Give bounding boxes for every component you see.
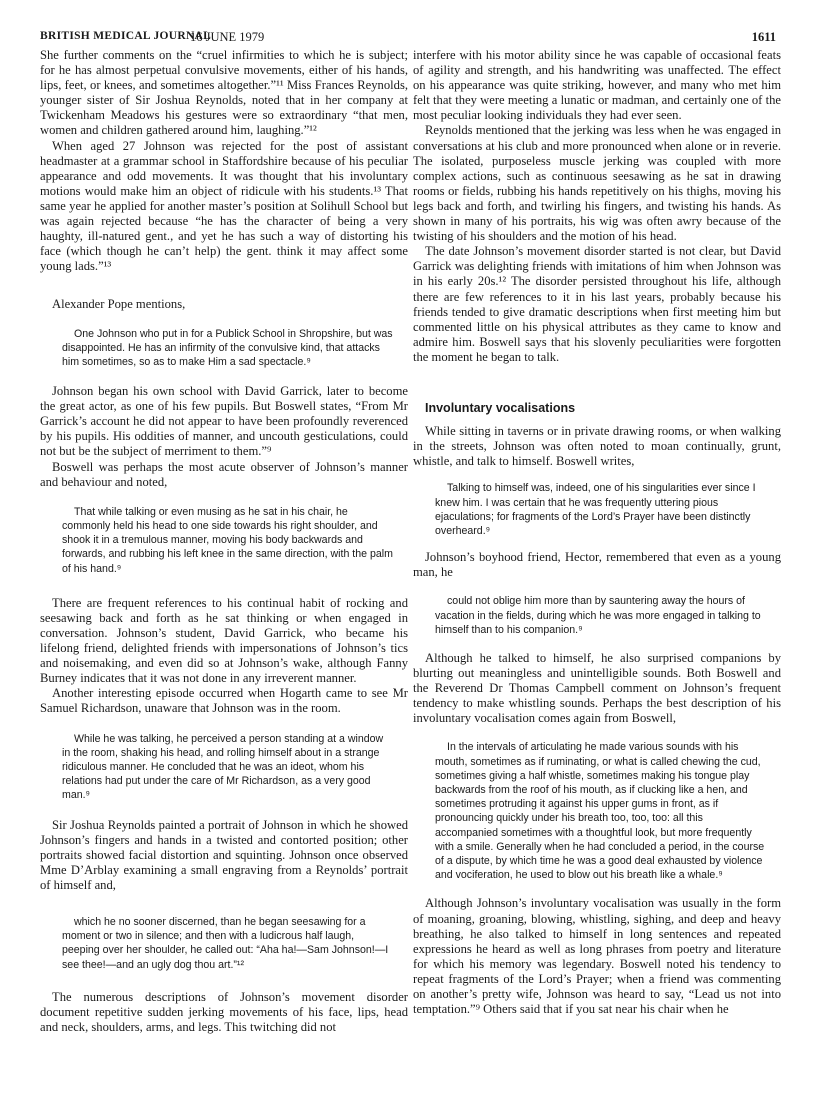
paragraph: Reynolds mentioned that the jerking was less when he was engaged in conversations at his club and more pronounced when alone or in reverie. The isolated, purposeless muscle jerking was coupled with more complex actions, such as continuous seesawing as he sat in drawing rooms or fields, rubbing his hands repetitively on his thighs, moving his legs back and forth, and twirling his fingers, and twisting his hands. As shown in many of his portraits, his wig was often awry because of the twisting of his shoulders and the motion of his head.	[413, 123, 781, 244]
paragraph: While sitting in taverns or in private drawing rooms, or when walking in the streets, Johnson was often noted to moan continually, grunt, whistle, and talk to himself. Boswell writes,	[413, 424, 781, 469]
paragraph: Another interesting episode occurred when Hogarth came to see Mr Samuel Richardson, unaware that Johnson was in the room.	[40, 686, 408, 716]
paragraph: Sir Joshua Reynolds painted a portrait of Johnson in which he showed Johnson’s fingers and hands in a twisted and contorted position; other portraits showed facial distortion and squinting. Johnson once observed Mme D’Arblay examining a small engraving from a Reynolds’ portrait of himself and,	[40, 817, 408, 892]
block-quote: That while talking or even musing as he sat in his chair, he commonly held his head to one side towards his right shoulder, and shook it in a tremulous manner, moving his body backwards and forwards, and rubbing his left knee in the same direction, with the palm of his hand.⁹	[62, 505, 393, 575]
block-quote: While he was talking, he perceived a person standing at a window in the room, shaking his head, and rolling himself about in a strange ridiculous manner. He concluded that he was an ideot, whom his relations had put under the care of Mr Richardson, as a very good man.⁹	[62, 732, 384, 802]
paragraph: interfere with his motor ability since he was capable of occasional feats of agility and strength, and his handwriting was unaffected. The effect on his appearance was quite striking, however, and many who met him felt that they were meeting a lunatic or madman, and certainly one of the most peculiar looking individuals they had ever seen.	[413, 48, 781, 123]
block-quote: could not oblige him more than by sauntering away the hours of vacation in the fields, during which he was more engaged in talking to himself than to his companion.⁹	[435, 595, 761, 636]
paragraph: Although he talked to himself, he also surprised companions by blurting out meaningless and unintelligible sounds. Both Boswell and the Reverend Dr Thomas Campbell comment on Johnson’s frequent tendency to make whistling sounds. Perhaps the best description of his involuntary vocalisation comes again from Boswell,	[413, 650, 781, 726]
left-column	[40, 48, 408, 1035]
paragraph: There are frequent references to his continual habit of rocking and seesawing back and forth as he sat thinking or when engaged in conversation. Johnson’s student, David Garrick, who became his lifelong friend, delighted friends with impersonations of Johnson’s tics and noisemaking, and even did so at Johnson’s wake, although Fanny Burney indicates that it was not done in any irreverent manner.	[40, 595, 408, 686]
paragraph: Johnson’s boyhood friend, Hector, remembered that even as a young man, he	[413, 550, 781, 580]
block-quote: One Johnson who put in for a Publick School in Shropshire, but was disappointed. He has an infirmity of the convulsive kind, that attacks him sometimes, so as to make Him a sad spectacle.⁹	[62, 327, 393, 368]
paragraph: Alexander Pope mentions,	[52, 297, 186, 312]
issue-date: 16 JUNE 1979	[190, 30, 265, 44]
section-heading: Involuntary vocalisations	[425, 400, 576, 415]
paragraph: Johnson began his own school with David Garrick, later to become the great actor, as one of his few pupils. But Boswell states, “From Mr Garrick’s account he did not appear to have been profoundly reverenced by his pupils. His oddities of manner, and uncouth gesticulations, could not but be the subject of merriment to them.”⁹	[40, 384, 408, 459]
page-number: 1611	[751, 30, 776, 44]
right-column	[413, 48, 781, 1017]
paragraph: When aged 27 Johnson was rejected for the post of assistant headmaster at a grammar school in Staffordshire because of his peculiar appearance and odd movements. It was thought that his involuntary motions would make him an object of ridicule with his students.¹³ That same year he applied for another master’s position at Solihull School but was again rejected because “he has the character of being a very haughty, ill-natured gent., and yet he has such a way of distorting his face (which though he can’t help) the gent. think it may affect some young lads.”¹³	[40, 138, 408, 274]
paragraph: The date Johnson’s movement disorder started is not clear, but David Garrick was delighting friends with imitations of him when Johnson was in his early 20s.¹² The disorder persisted throughout his life, although there are few references to it in his last years, probably because his friends tended to give dramatic descriptions when first meeting him but commented little on his physical attributes as they came to know and admire him. Boswell says that his slovenly peculiarities were forgotten the moment he began to talk.	[413, 244, 781, 364]
block-quote: Talking to himself was, indeed, one of his singularities ever since I knew him. I was certain that he was frequently uttering pious ejaculations; for fragments of the Lord’s Prayer have been distinctly overheard.⁹	[435, 482, 756, 537]
paragraph: She further comments on the “cruel infirmities to which he is subject; for he has almost perpetual convulsive movements, either of his hands, lips, feet, or knees, and sometimes altogether.”¹¹ Miss Frances Reynolds, younger sister of Sir Joshua Reynolds, noted that in her company at Twickenham Meadows his gestures were so extraordinary “that men, women and children gathered around him, laughing.”¹²	[40, 48, 408, 138]
paragraph: Boswell was perhaps the most acute observer of Johnson’s manner and behaviour and noted,	[40, 459, 408, 489]
block-quote: In the intervals of articulating he made various sounds with his mouth, sometimes as if ruminating, or what is called chewing the cud, sometimes giving a half whistle, sometimes making his tongue play backwards from the roof of his mouth, as if clucking like a hen, and sometimes protruding it against his upper gums in front, as if pronouncing quickly under his breath too, too, too: all this accompanied sometimes with a thoughtful look, but more frequently with a smile. Generally when he had concluded a period, in the course of a dispute, by which time he was a good deal exhausted by violence and vociferation, he used to blow out his breath like a whale.⁹	[435, 741, 765, 882]
paragraph: The numerous descriptions of Johnson’s movement disorder document repetitive sudden jerking movements of his face, lips, head and neck, shoulders, arms, and legs. This twitching did not	[40, 989, 408, 1035]
block-quote: which he no sooner discerned, than he began seesawing for a moment or two in silence; and then with a ludicrous half laugh, peeping over her shoulder, he called out: “Aha ha!—Sam Johnson!—I see thee!—and an ugly dog thou art.”¹²	[62, 916, 389, 971]
journal-title: BRITISH MEDICAL JOURNAL	[40, 30, 212, 42]
paragraph: Although Johnson’s involuntary vocalisation was usually in the form of moaning, groaning, blowing, whistling, sighing, and deep and heavy breathing, he also talked to himself in long sentences and repeated expressions he heard as well as long phrases from poetry and literature for which his memory was legendary. Boswell noted his tendency to repeat fragments of the Lord’s Prayer; when a friend was commenting on another’s pretty wife, Johnson was heard to say, “Lead us not into temptation.”⁹ Others said that if you sat near his chair when he	[413, 896, 781, 1017]
